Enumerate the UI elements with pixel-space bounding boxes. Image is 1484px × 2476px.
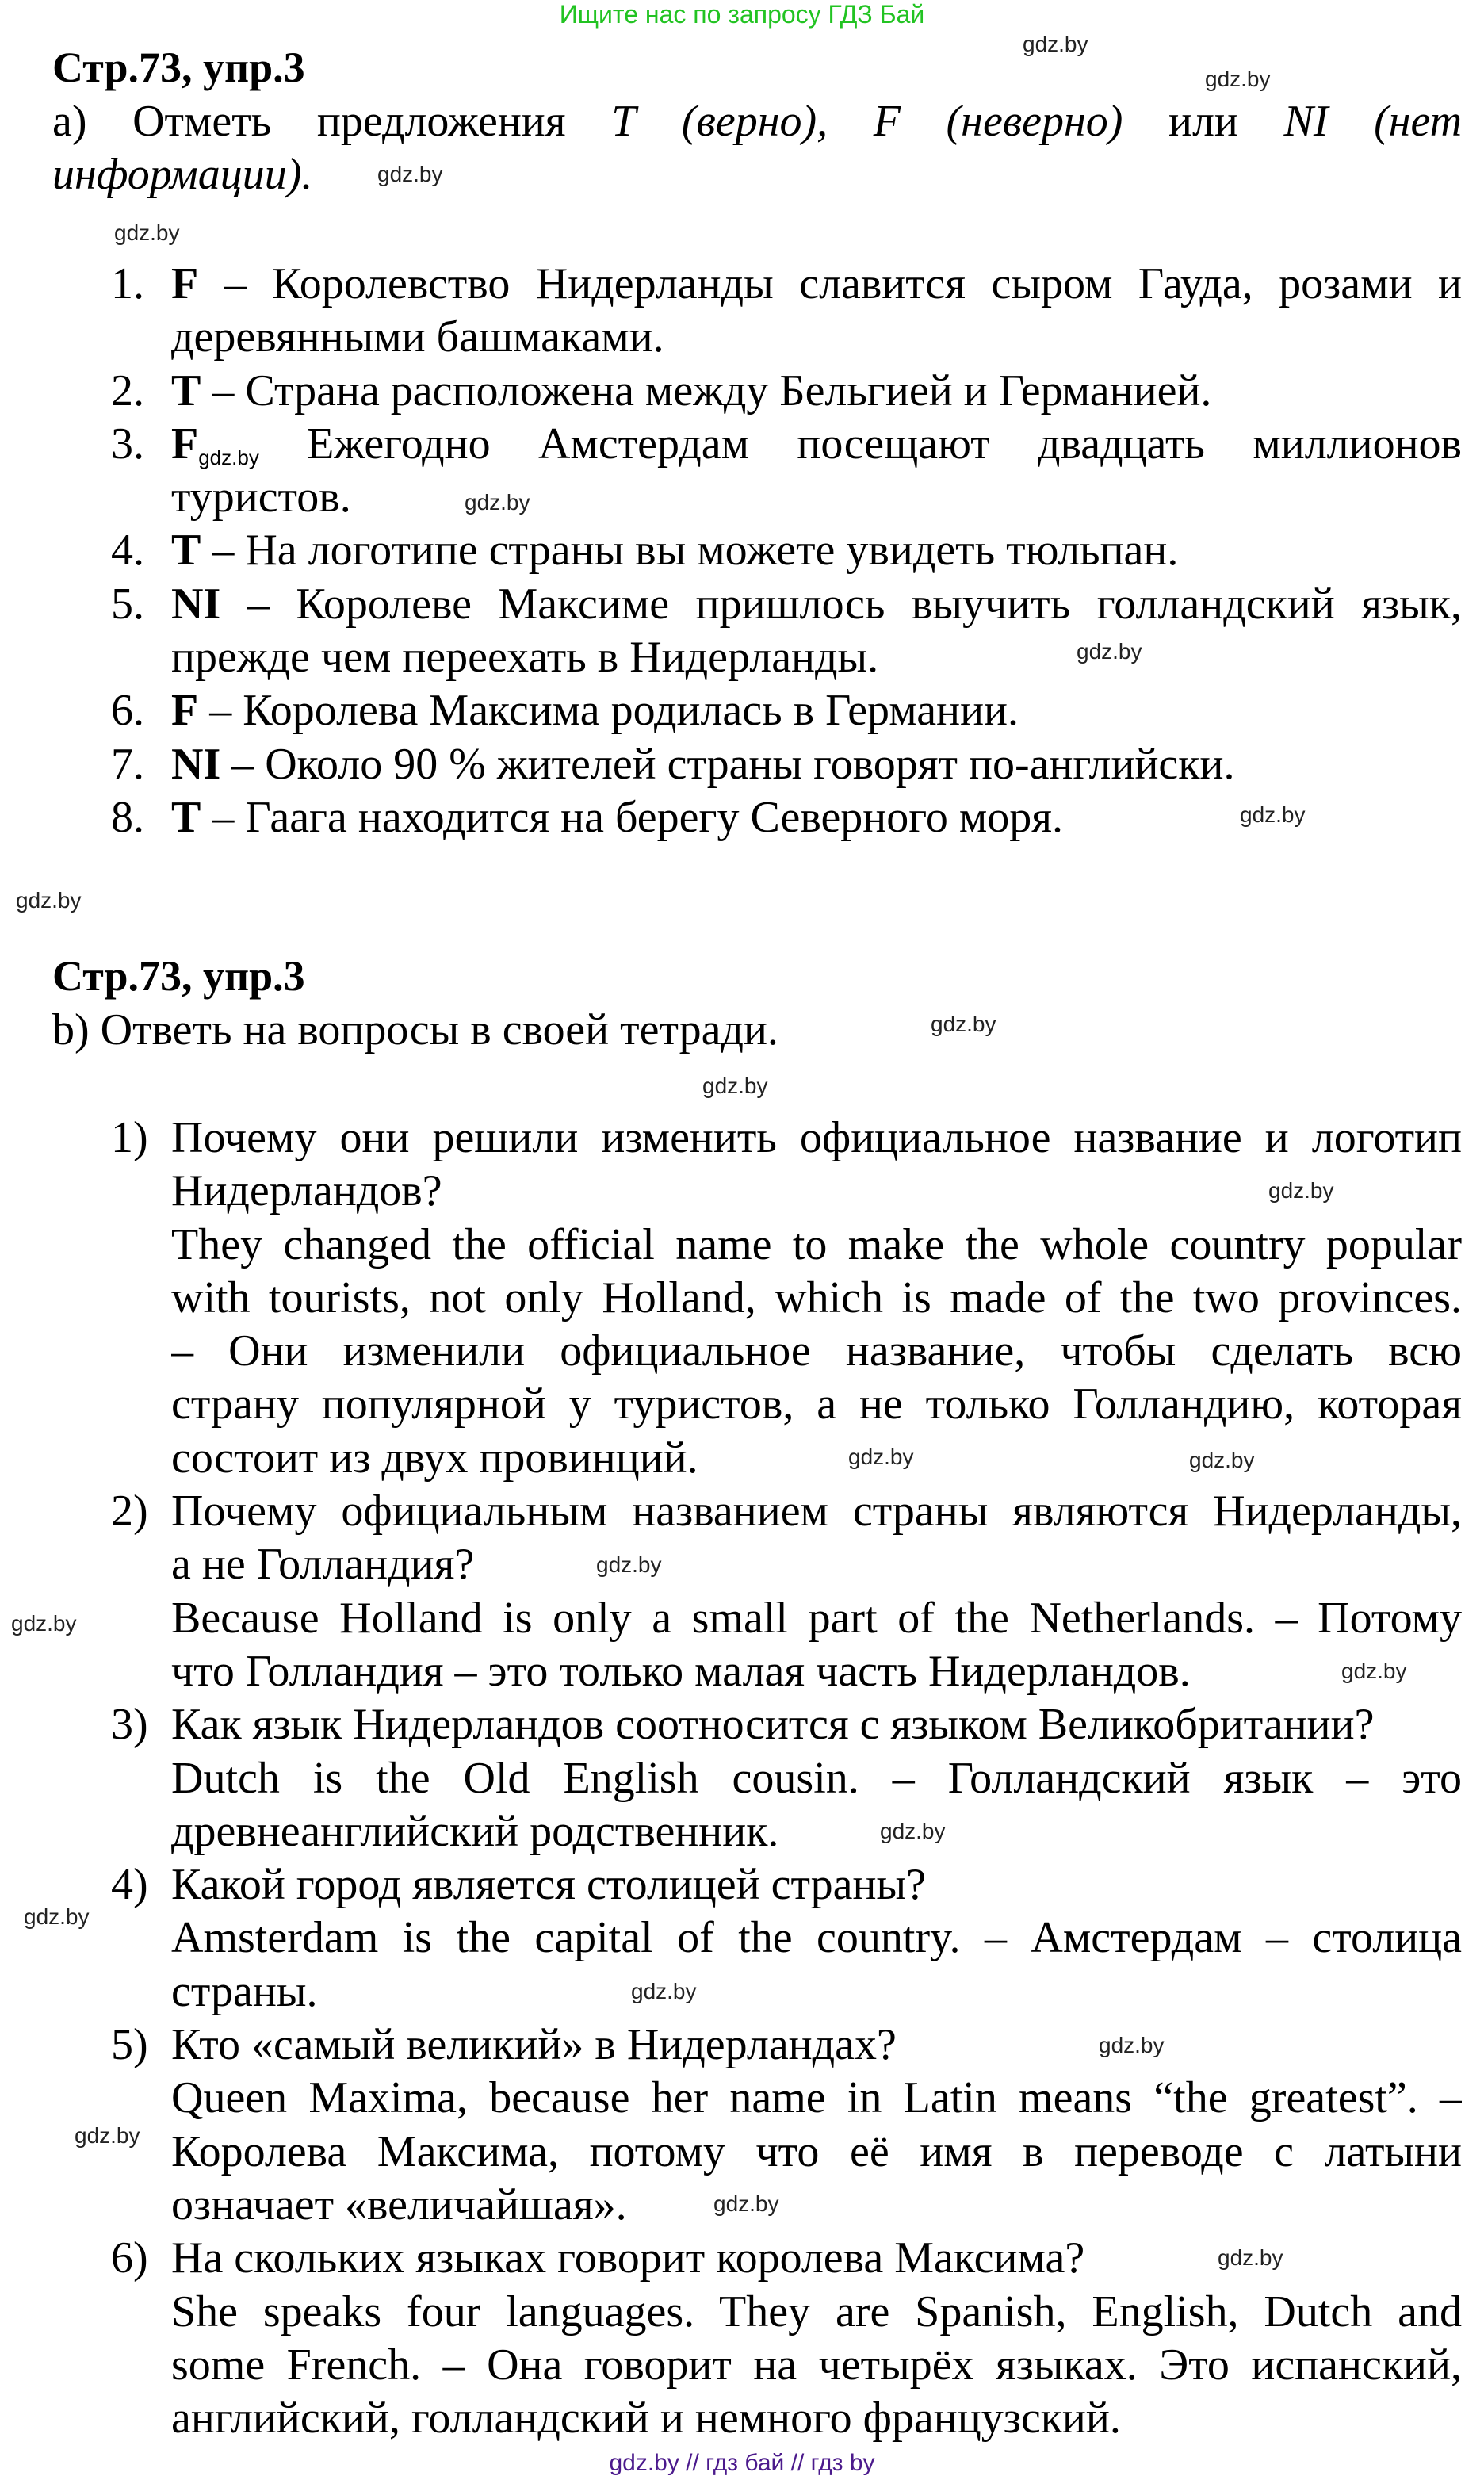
- watermark: gdz.by: [931, 1012, 996, 1036]
- watermark: gdz.by: [848, 1445, 914, 1469]
- item-text: [171, 738, 1462, 791]
- watermark: gdz.by: [465, 490, 530, 515]
- instruction-or: или: [1168, 97, 1238, 146]
- answer-mark-letter: F: [171, 419, 199, 469]
- list-item: [111, 684, 1462, 737]
- item-line: – Гаага находится на берегу Северного моря.: [212, 792, 1064, 842]
- item-line: Ежегодно Амстердам посещают двадцать миллионов: [307, 419, 1462, 469]
- question-number: 2): [111, 1487, 148, 1536]
- question-line: Почему официальным названием страны являются Нидерланды,: [171, 1487, 1462, 1536]
- list-item: [111, 524, 1462, 577]
- watermark: gdz.by: [1077, 639, 1142, 664]
- list-item-cont: [111, 311, 1462, 364]
- question-number: 6): [111, 2233, 148, 2283]
- watermark: gdz.by: [1268, 1178, 1334, 1203]
- answer-line: древнеанглийский родственник.: [171, 1806, 779, 1856]
- watermark: gdz.by: [75, 2123, 140, 2148]
- list-item: [111, 258, 1462, 311]
- option-ni: NI: [1283, 97, 1329, 146]
- answer-line: Because Holland is only a small part of the Netherlands. – Потому: [171, 1593, 1462, 1643]
- question-line: Какой город является столицей страны?: [171, 1860, 926, 1910]
- item-line: – Страна расположена между Бельгией и Германией.: [212, 365, 1212, 415]
- section-a-title: Стр.73, упр.3: [52, 44, 305, 91]
- item-text: [171, 365, 1462, 418]
- answer-mark: F: [171, 686, 199, 736]
- answer-mark: T: [171, 365, 201, 415]
- item-number: 6.: [111, 686, 144, 736]
- question: [111, 1698, 1462, 1751]
- answer-line: английский, голландский и немного французский.: [171, 2394, 1121, 2443]
- option-f: F: [873, 97, 901, 146]
- answer-mark: NI: [171, 739, 221, 789]
- item-text: [171, 684, 1462, 737]
- answer-line: страны.: [171, 1966, 318, 2016]
- question-line: Как язык Нидерландов соотносится с языком Великобритании?: [171, 1700, 1375, 1750]
- answer-line: что Голландия – это только малая часть Нидерландов.: [171, 1646, 1191, 1696]
- item-line: туристов.: [171, 473, 351, 522]
- list-item: [111, 365, 1462, 418]
- question: [111, 2019, 1462, 2072]
- watermark: gdz.by: [24, 1904, 90, 1929]
- question-number: 1): [111, 1113, 148, 1162]
- question-line: Нидерландов?: [171, 1166, 442, 1216]
- watermark: gdz.by: [1240, 802, 1306, 827]
- instruction-text: а) Отметь предложения: [52, 97, 566, 146]
- watermark: gdz.by: [1218, 2245, 1283, 2270]
- watermark: gdz.by: [1205, 67, 1271, 91]
- option-f-desc: (неверно): [946, 97, 1123, 146]
- answer-line: She speaks four languages. They are Spanish, English, Dutch and: [171, 2287, 1462, 2336]
- item-text: [171, 258, 1462, 311]
- question: [111, 1485, 1462, 1538]
- item-line: – Королева Максима родилась в Германии.: [209, 686, 1019, 736]
- item-number: 4.: [111, 526, 144, 576]
- watermark: gdz.by: [1189, 1448, 1255, 1472]
- instruction-line: [52, 95, 1462, 148]
- answer-line: состоит из двух провинций.: [171, 1433, 698, 1483]
- watermark: gdz.by: [377, 162, 443, 186]
- option-ni-desc: (нет: [1374, 97, 1462, 146]
- item-text: [171, 578, 1462, 631]
- question-line: Почему они решили изменить официальное название и логотип: [171, 1113, 1462, 1162]
- section-a-instruction: [52, 95, 1462, 202]
- answer-line: some French. – Она говорит на четырёх языках. Это испанский,: [171, 2340, 1462, 2390]
- section-b-instruction: [52, 1004, 1462, 1057]
- question-line: На скольких языках говорит королева Максима?: [171, 2233, 1085, 2283]
- answer-line: страну популярной у туристов, а не только Голландию, которая: [171, 1380, 1462, 1429]
- watermark: gdz.by: [1341, 1659, 1407, 1683]
- answer-line: Dutch is the Old English cousin. – Голландский язык – это: [171, 1753, 1462, 1803]
- watermark: gdz.by: [1023, 32, 1088, 56]
- item-line: деревянными башмаками.: [171, 312, 664, 362]
- question: [111, 1858, 1462, 1912]
- option-ni-desc: информации).: [52, 150, 313, 200]
- item-line: – Около 90 % жителей страны говорят по-английски.: [231, 739, 1235, 789]
- answer-mark: [171, 419, 259, 469]
- answer-line: Amsterdam is the capital of the country. – Амстердам – столица: [171, 1913, 1462, 1963]
- item-line: прежде чем переехать в Нидерланды.: [171, 633, 879, 683]
- watermark: gdz.by: [16, 888, 82, 913]
- list-item-cont: [111, 471, 1462, 524]
- watermark: gdz.by: [11, 1611, 77, 1636]
- item-number: 5.: [111, 579, 144, 629]
- item-number: 8.: [111, 792, 144, 842]
- answer-line: Queen Maxima, because her name in Latin means “the greatest”. –: [171, 2073, 1462, 2123]
- section-b-title: Стр.73, упр.3: [52, 952, 305, 1000]
- answer-mark: T: [171, 526, 201, 576]
- item-number: 3.: [111, 419, 144, 469]
- instruction-text: b) Ответь на вопросы в своей тетради.: [52, 1005, 778, 1054]
- question-number: 5): [111, 2020, 148, 2070]
- instruction-line: [52, 148, 1462, 201]
- watermark: gdz.by: [1099, 2033, 1165, 2057]
- promo-banner[interactable]: Ищите нас по запросу ГДЗ Бай: [559, 0, 925, 29]
- question-line: Кто «самый великий» в Нидерландах?: [171, 2020, 897, 2070]
- answer-mark: NI: [171, 579, 221, 629]
- answer-line: They changed the official name to make the whole country popular: [171, 1219, 1462, 1269]
- question-line: а не Голландия?: [171, 1540, 475, 1590]
- answer-line: with tourists, not only Holland, which is made of the two provinces.: [171, 1272, 1462, 1322]
- watermark: gdz.by: [880, 1819, 946, 1843]
- answer-line: – Они изменили официальное название, чтобы сделать всю: [171, 1326, 1462, 1376]
- watermark: gdz.by: [114, 220, 180, 245]
- section-a-list: [111, 258, 1462, 844]
- question: [111, 1112, 1462, 1165]
- item-line: – Королевство Нидерланды славится сыром Гауда, розами и: [224, 259, 1462, 308]
- answer-mark: T: [171, 792, 201, 842]
- item-text: [171, 524, 1462, 577]
- item-number: 2.: [111, 365, 144, 415]
- footer-links[interactable]: gdz.by // гдз бай // гдз by: [609, 2450, 875, 2476]
- list-item: [111, 418, 1462, 471]
- answer-mark: F: [171, 259, 199, 308]
- question-number: 4): [111, 1860, 148, 1910]
- list-item: [111, 578, 1462, 631]
- option-t: T: [611, 97, 637, 146]
- watermark: gdz.by: [713, 2191, 779, 2216]
- watermark: gdz.by: [596, 1552, 662, 1577]
- answer-line: Королева Максима, потому что её имя в переводе с латыни: [171, 2126, 1462, 2176]
- watermark: gdz.by: [702, 1073, 768, 1098]
- item-text: [171, 418, 1462, 471]
- question-number: 3): [111, 1700, 148, 1750]
- item-number: 7.: [111, 739, 144, 789]
- watermark: gdz.by: [198, 445, 259, 469]
- list-item: [111, 738, 1462, 791]
- answer-line: означает «величайшая».: [171, 2179, 627, 2229]
- option-t-desc: (верно),: [681, 97, 828, 146]
- list-item-cont: [111, 631, 1462, 684]
- watermark: gdz.by: [631, 1979, 697, 2003]
- item-line: – Королеве Максиме пришлось выучить голландский язык,: [247, 579, 1462, 629]
- item-number: 1.: [111, 259, 144, 308]
- item-line: – На логотипе страны вы можете увидеть тюльпан.: [212, 526, 1179, 576]
